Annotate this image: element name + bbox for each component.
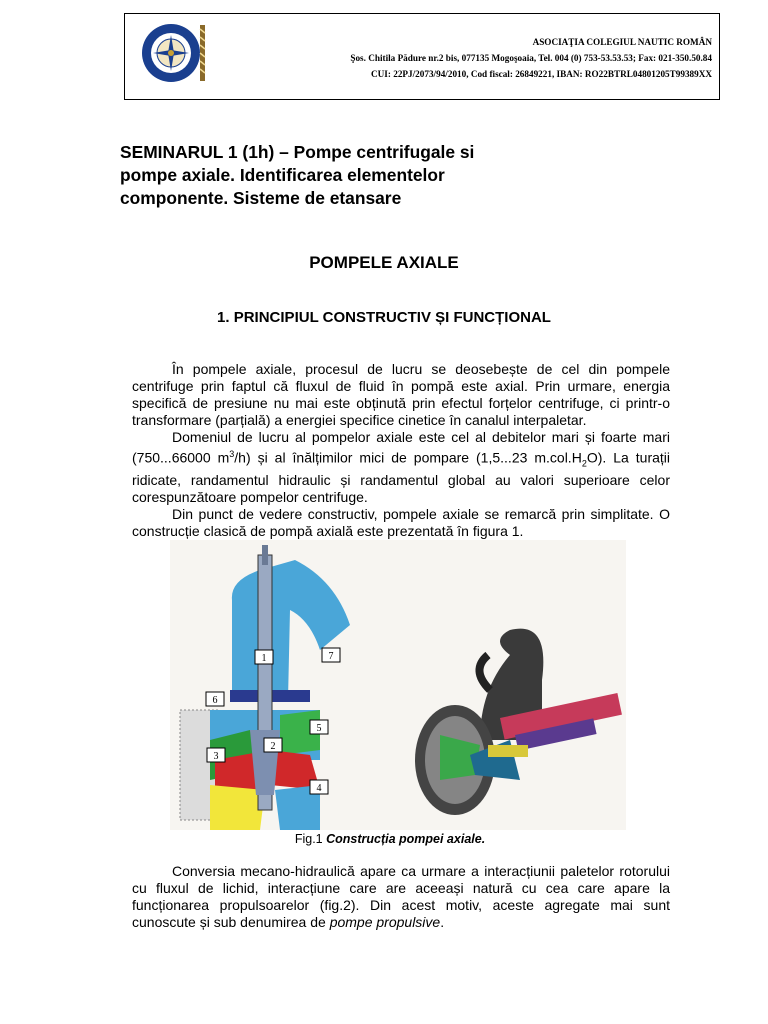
label-7: 7 — [328, 651, 334, 662]
letterhead-text — [350, 34, 712, 82]
org-name: ASOCIAŢIA COLEGIUL NAUTIC ROMÂN — [532, 37, 712, 47]
paragraph-3: Din punct de vedere constructiv, pompele axiale se remarcă prin simplitate. O construcție clasică de pompă axială este prezentată în figura 1. — [132, 506, 670, 540]
figure-caption: Fig.1 Construcția pompei axiale. — [294, 832, 486, 846]
label-4: 4 — [316, 783, 322, 794]
section-heading: 1. PRINCIPIUL CONSTRUCTIV ȘI FUNCȚIONAL — [217, 309, 551, 326]
label-1: 1 — [261, 653, 267, 664]
page-title: SEMINARUL 1 (1h) – Pompe centrifugale si pompe axiale. Identificarea elementelor componente. Sisteme de etansare — [120, 142, 475, 208]
axial-pump-figure — [170, 540, 626, 830]
org-address: Şos. Chitila Pădure nr.2 bis, 077135 Mogoşoaia, Tel. 004 (0) 753-53.53.53; Fax: 021-350.50.84 — [350, 53, 712, 63]
paragraph-4: Conversia mecano-hidraulică apare ca urmare a interacțiunii paletelor rotorului cu fluxul de lichid, interacțiune care are aceeași natură cu cea care apare la funcționarea propulsoarelor (fig.2). Din acest motiv, aceste agregate mai sunt cunoscute și sub denumirea de pompe propulsive. — [132, 863, 670, 930]
paragraph-1: În pompele axiale, procesul de lucru se deosebește de cel din pompele centrifuge prin faptul că fluxul de fluid în pompă este axial. Prin urmare, energia specifică de presiune nu mai este obținută prin efectul forțelor centrifuge, ci printr-o transformare (parțială) a energiei specifice cinetice în canalul interpaletar. — [132, 361, 670, 428]
label-3: 3 — [213, 751, 219, 762]
intro-text — [132, 361, 670, 540]
org-ids: CUI: 22PJ/2073/94/2010, Cod fiscal: 26849221, IBAN: RO22BTRL04801205T99389XX — [371, 69, 712, 79]
main-heading: POMPELE AXIALE — [309, 253, 459, 272]
label-6: 6 — [212, 695, 218, 706]
conversion-text — [132, 863, 670, 931]
label-5: 5 — [316, 723, 322, 734]
college-logo — [137, 21, 209, 85]
paragraph-2: Domeniul de lucru al pompelor axiale este cel al debitelor mari și foarte mari (750...66000 $m^3/h$) și al înălțimilor mici de pompare (1,5...23 $m.col.H_2O$). La turații ridicate, randamentul hidraulic și randamentul global au valori superioare celor corespunzătoare pompelor centrifuge. — [132, 429, 671, 506]
label-2: 2 — [270, 741, 276, 752]
